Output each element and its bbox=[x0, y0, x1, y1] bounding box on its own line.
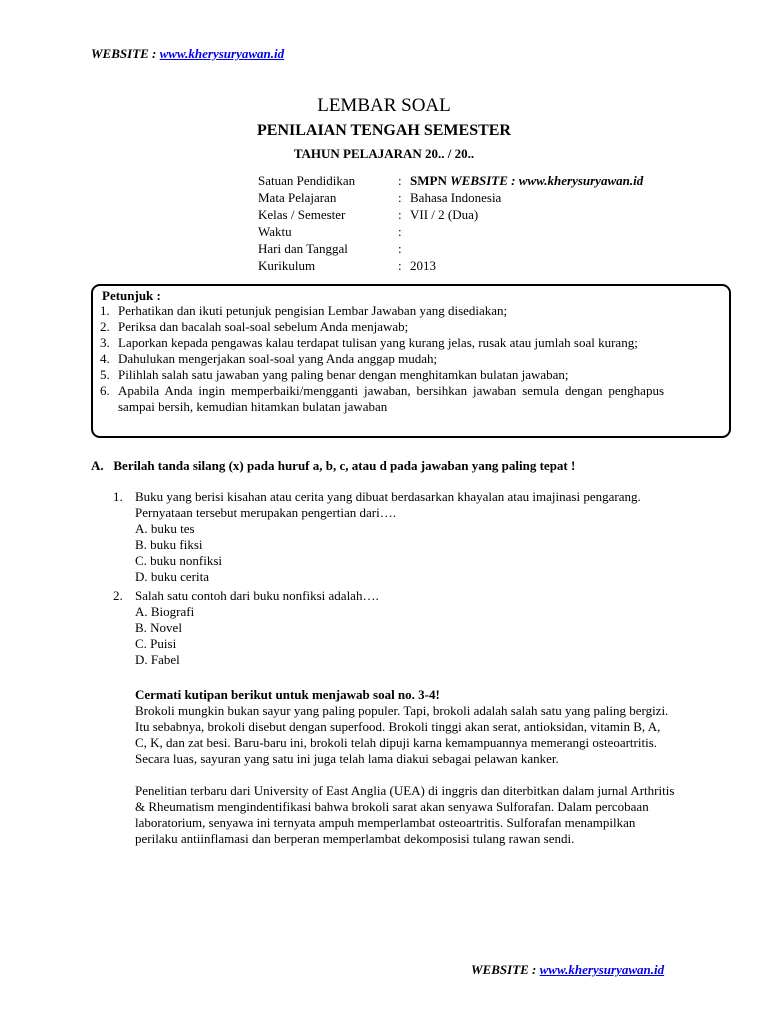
section-a-heading: A. Berilah tanda silang (x) pada huruf a, b, c, atau d pada jawaban yang paling tepat ! bbox=[91, 458, 576, 473]
instruction-text: Laporkan kepada pengawas kalau terdapat tulisan yang kurang jelas, rusak atau jumlah soal kurang; bbox=[118, 335, 638, 350]
instruction-item bbox=[100, 335, 664, 351]
instruction-number: 4. bbox=[100, 351, 110, 366]
option-b[interactable]: B. buku fiksi bbox=[135, 537, 203, 552]
info-colon: : bbox=[398, 258, 402, 273]
reading-passage bbox=[135, 687, 675, 847]
info-row-mapel bbox=[258, 190, 643, 207]
footer-website-link[interactable]: www.kherysuryawan.id bbox=[539, 962, 665, 977]
option-d[interactable]: D. Fabel bbox=[135, 652, 180, 667]
option-d[interactable]: D. buku cerita bbox=[135, 569, 210, 584]
option-a[interactable]: A. Biografi bbox=[135, 604, 195, 619]
info-value bbox=[410, 241, 643, 258]
instruction-item bbox=[100, 367, 664, 383]
question-1 bbox=[113, 489, 673, 585]
instruction-text: Perhatikan dan ikuti petunjuk pengisian Lembar Jawaban yang disediakan; bbox=[118, 303, 508, 318]
info-value bbox=[410, 224, 643, 241]
question-2 bbox=[113, 588, 673, 668]
reading-title: Cermati kutipan berikut untuk menjawab soal no. 3-4! bbox=[135, 687, 440, 702]
header-website-label: WEBSITE : bbox=[91, 46, 157, 61]
info-value: 2013 bbox=[410, 258, 436, 273]
question-text: Buku yang berisi kisahan atau cerita yang dibuat berdasarkan khayalan atau imajinasi pengarang. Pernyataan tersebut merupakan pengertian dari…. bbox=[135, 489, 641, 520]
instruction-text: Dahulukan mengerjakan soal-soal yang Anda anggap mudah; bbox=[118, 351, 438, 366]
instructions-list bbox=[100, 303, 664, 415]
academic-year: TAHUN PELAJARAN 20.. / 20.. bbox=[293, 146, 475, 161]
instruction-number: 6. bbox=[100, 383, 110, 398]
info-value-prefix: SMPN bbox=[410, 173, 447, 188]
option-c[interactable]: C. buku nonfiksi bbox=[135, 553, 223, 568]
instruction-text: Apabila Anda ingin memperbaiki/mengganti jawaban, bersihkan jawaban semula dengan penghapus sampai bersih, kemudian hitamkan bulatan jawaban bbox=[118, 383, 664, 414]
info-row-waktu bbox=[258, 224, 643, 241]
instruction-item bbox=[100, 319, 664, 335]
info-value bbox=[410, 173, 643, 190]
info-row-hari bbox=[258, 241, 643, 258]
info-row-kelas bbox=[258, 207, 643, 224]
question-number: 1. bbox=[113, 489, 123, 504]
instruction-item bbox=[100, 351, 664, 367]
option-b[interactable]: B. Novel bbox=[135, 620, 182, 635]
info-colon: : bbox=[398, 224, 402, 239]
exam-info-table bbox=[258, 173, 643, 275]
info-value: Bahasa Indonesia bbox=[410, 190, 502, 205]
page-subtitle: PENILAIAN TENGAH SEMESTER bbox=[257, 122, 511, 139]
info-label: Mata Pelajaran bbox=[258, 190, 337, 205]
page-title: LEMBAR SOAL bbox=[317, 95, 451, 116]
instruction-text: Periksa dan bacalah soal-soal sebelum Anda menjawab; bbox=[118, 319, 409, 334]
info-colon: : bbox=[398, 241, 402, 256]
option-a[interactable]: A. buku tes bbox=[135, 521, 195, 536]
instruction-number: 5. bbox=[100, 367, 110, 382]
info-colon: : bbox=[398, 173, 402, 188]
question-text: Salah satu contoh dari buku nonfiksi adalah…. bbox=[135, 588, 379, 603]
header-website-link[interactable]: www.kherysuryawan.id bbox=[159, 46, 285, 61]
instruction-item bbox=[100, 383, 664, 415]
footer-website-label: WEBSITE : bbox=[471, 962, 537, 977]
instruction-item bbox=[100, 303, 664, 319]
reading-paragraph-2: Penelitian terbaru dari University of East Anglia (UEA) di inggris dan diterbitkan dalam jurnal Arthritis & Rheumatism mengindentifikasi bahwa brokoli sarat akan senyawa Sulforafan. Dalam percobaan laboratorium, senyawa ini ternyata ampuh memperlambat osteoartritis. Sulforafan menampilkan perilaku antiinflamasi dan berperan memperlambat dekomposisi tulang rawan sendi. bbox=[135, 783, 675, 846]
header-website bbox=[91, 46, 284, 62]
info-label: Hari dan Tanggal bbox=[258, 241, 348, 256]
info-colon: : bbox=[398, 190, 402, 205]
option-c[interactable]: C. Puisi bbox=[135, 636, 177, 651]
question-stem bbox=[113, 588, 673, 604]
info-row-kurikulum bbox=[258, 258, 643, 275]
info-label: Kelas / Semester bbox=[258, 207, 346, 222]
instruction-number: 1. bbox=[100, 303, 110, 318]
instruction-number: 2. bbox=[100, 319, 110, 334]
reading-paragraph-1: Brokoli mungkin bukan sayur yang paling populer. Tapi, brokoli adalah salah satu yang paling bergizi. Itu sebabnya, brokoli disebut dengan superfood. Brokoli tinggi akan serat, antioksidan, vitamin B, A, C, K, dan zat besi. Baru-baru ini, brokoli telah dipuji karna kemampuannya memerangi osteoartritis. Secara luas, sayuran yang satu ini juga telah lama diakui sebagai pelawan kanker. bbox=[135, 703, 669, 766]
instructions-title: Petunjuk : bbox=[102, 288, 161, 303]
question-number: 2. bbox=[113, 588, 123, 603]
info-label: Waktu bbox=[258, 224, 292, 239]
info-colon: : bbox=[398, 207, 402, 222]
question-stem bbox=[113, 489, 673, 521]
info-row-satuan bbox=[258, 173, 643, 190]
info-value: VII / 2 (Dua) bbox=[410, 207, 479, 222]
info-label: Satuan Pendidikan bbox=[258, 173, 356, 188]
instruction-number: 3. bbox=[100, 335, 110, 350]
footer-website bbox=[471, 962, 664, 978]
info-label: Kurikulum bbox=[258, 258, 316, 273]
info-value-italic: WEBSITE : www.kherysuryawan.id bbox=[450, 173, 644, 188]
instruction-text: Pilihlah salah satu jawaban yang paling benar dengan menghitamkan bulatan jawaban; bbox=[118, 367, 569, 382]
